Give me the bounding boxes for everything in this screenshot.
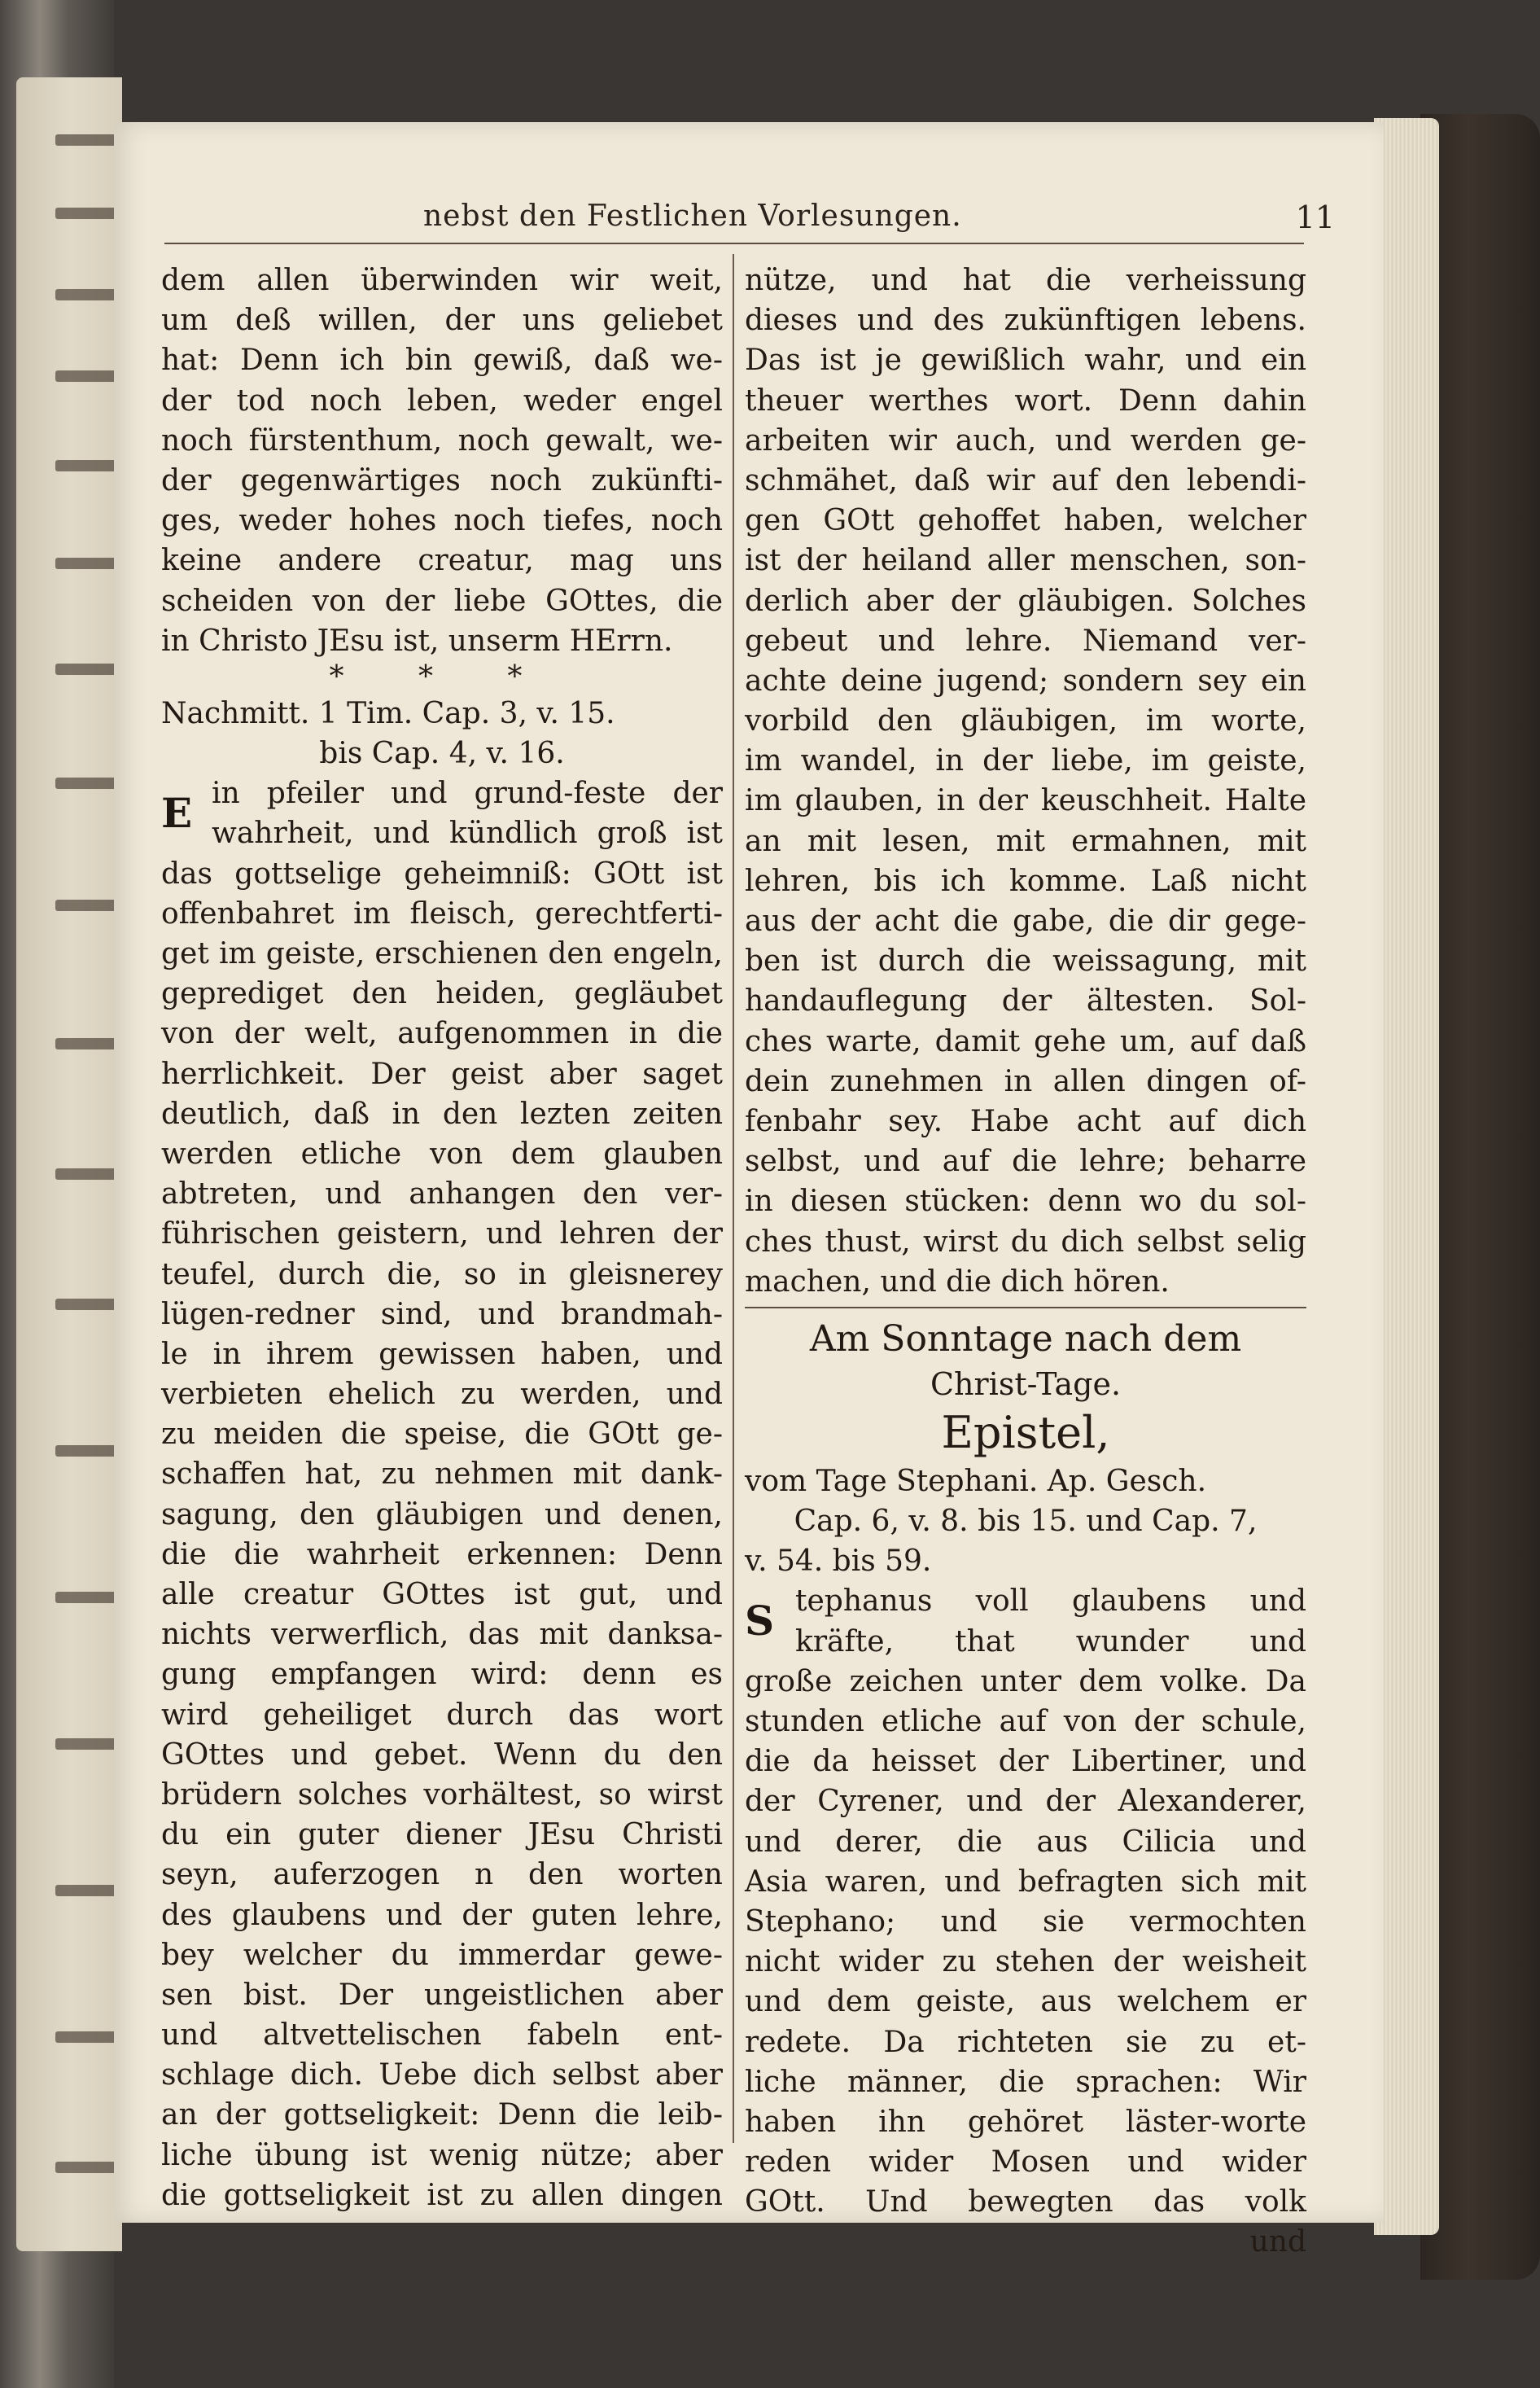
- reading-heading: Nachmitt. 1 Tim. Cap. 3, v. 15.: [161, 696, 615, 730]
- drop-cap: S: [745, 1597, 775, 1645]
- previous-page-text-fragment: [55, 134, 119, 146]
- text-line: in pfeiler und grund-feste der: [212, 777, 723, 811]
- text-line: gebeut und lehre. Niemand ver-: [745, 624, 1306, 658]
- text-line: das gottselige geheimniß: GOtt ist: [161, 857, 723, 891]
- text-line: herrlichkeit. Der geist aber saget: [161, 1057, 723, 1091]
- text-line: seyn, auferzogen n den worten: [161, 1858, 723, 1892]
- page-block-edges: [1374, 118, 1439, 2235]
- epistel-reference-2: Cap. 6, v. 8. bis 15. und Cap. 7,: [794, 1505, 1258, 1539]
- previous-page-text-fragment: [55, 1592, 119, 1603]
- text-line: lehren, bis ich komme. Laß nicht: [745, 864, 1306, 898]
- text-line: und altvettelischen fabeln ent-: [161, 2018, 723, 2053]
- text-line: get im geiste, erschienen den engeln,: [161, 937, 723, 971]
- text-line: redete. Da richteten sie zu et-: [745, 2025, 1306, 2059]
- epistel-reference-1: vom Tage Stephani. Ap. Gesch.: [745, 1464, 1207, 1498]
- text-line: dem allen überwinden wir weit,: [161, 264, 723, 297]
- running-title: nebst den Festlichen Vorlesungen.: [423, 199, 962, 233]
- text-line: verbieten ehelich zu werden, und: [161, 1378, 723, 1412]
- text-line: schaffen hat, zu nehmen mit dank-: [161, 1457, 723, 1492]
- text-line: Asia waren, und befragten sich mit: [745, 1864, 1306, 1899]
- text-line: GOtt. Und bewegten das volk: [745, 2185, 1306, 2219]
- text-line: der Cyrener, und der Alexanderer,: [745, 1785, 1306, 1819]
- text-line: deutlich, daß in den lezten zeiten: [161, 1097, 723, 1131]
- section-rule: [745, 1307, 1306, 1308]
- text-line: noch fürstenthum, noch gewalt, we-: [161, 423, 723, 458]
- text-line: offenbahret im fleisch, gerechtferti-: [161, 896, 723, 931]
- text-line: in diesen stücken: denn wo du sol-: [745, 1185, 1306, 1219]
- text-line: tephanus voll glaubens und: [795, 1584, 1306, 1619]
- epistel-reference-3: v. 54. bis 59.: [745, 1545, 932, 1579]
- text-line: die gottseligkeit ist zu allen dingen: [161, 2178, 723, 2212]
- previous-page-text-fragment: [55, 460, 119, 471]
- text-line: stunden etliche auf von der schule,: [745, 1705, 1306, 1738]
- text-line: Stephano; und sie vermochten: [745, 1904, 1306, 1939]
- previous-page-text-fragment: [55, 2031, 119, 2043]
- previous-page-text-fragment: [55, 289, 119, 300]
- section-title: Am Sonntage nach dem: [809, 1317, 1242, 1360]
- text-line: nicht wider zu stehen der weisheit: [745, 1945, 1306, 1979]
- text-line: le in ihrem gewissen haben, und: [161, 1337, 723, 1371]
- text-line: schlage dich. Uebe dich selbst aber: [161, 2058, 723, 2092]
- text-line: liche übung ist wenig nütze; aber: [161, 2138, 723, 2172]
- text-line: theuer werthes wort. Denn dahin: [745, 383, 1306, 418]
- text-line: wahrheit, und kündlich groß ist: [212, 817, 723, 851]
- text-line: die die wahrheit erkennen: Denn: [161, 1537, 723, 1571]
- text-line: vorbild den gläubigen, im worte,: [745, 704, 1306, 738]
- text-line: ches thust, wirst du dich selbst selig: [745, 1225, 1306, 1259]
- text-line: teufel, durch die, so in gleisnerey: [161, 1257, 723, 1291]
- text-line: dieses und des zukünftigen lebens.: [745, 304, 1306, 338]
- text-line: um deß willen, der uns geliebet: [161, 304, 723, 338]
- drop-cap-lines: [745, 1581, 1306, 1661]
- catchword: und: [1249, 2225, 1306, 2259]
- text-line: der tod noch leben, weder engel: [161, 383, 723, 418]
- text-line: keine andere creatur, mag uns: [161, 544, 723, 578]
- text-line: dein zunehmen in allen dingen of-: [745, 1064, 1306, 1098]
- text-line: handauflegung der ältesten. Sol-: [745, 984, 1306, 1019]
- text-line: achte deine jugend; sondern sey ein: [745, 664, 1306, 698]
- previous-page-text-fragment: [55, 208, 119, 219]
- previous-page-text-fragment: [55, 370, 119, 382]
- previous-page-text-fragment: [55, 2162, 119, 2173]
- text-line: lügen-redner sind, und brandmah-: [161, 1297, 723, 1331]
- text-line: bey welcher du immerdar gewe-: [161, 1938, 723, 1972]
- right-text-block-a: [745, 261, 1306, 1302]
- reading-range: bis Cap. 4, v. 16.: [319, 737, 565, 771]
- previous-page-edge: [16, 77, 122, 2251]
- previous-page-text-fragment: [55, 900, 119, 911]
- text-line: selbst, und auf die lehre; beharre: [745, 1145, 1306, 1179]
- right-text-block-b: [745, 1662, 1306, 2223]
- text-line: reden wider Mosen und wider: [745, 2145, 1306, 2180]
- text-line: abtreten, und anhangen den ver-: [161, 1177, 723, 1212]
- previous-page-text-fragment: [55, 558, 119, 569]
- left-text-block-a: [161, 261, 723, 661]
- text-line: im wandel, in der liebe, im geiste,: [745, 744, 1306, 778]
- left-text-block-b: [161, 854, 723, 2215]
- previous-page-text-fragment: [55, 1445, 119, 1457]
- text-line: GOttes und gebet. Wenn du den: [161, 1737, 723, 1772]
- text-line: werden etliche von dem glauben: [161, 1137, 723, 1171]
- text-line: machen, und die dich hören.: [745, 1264, 1170, 1299]
- text-line: zu meiden die speise, die GOtt ge-: [161, 1417, 723, 1452]
- previous-page-text-fragment: [55, 664, 119, 675]
- drop-cap-lines: [161, 773, 723, 853]
- previous-page-text-fragment: [55, 1299, 119, 1310]
- text-line: ist der heiland aller menschen, son-: [745, 544, 1306, 578]
- previous-page-text-fragment: [55, 1168, 119, 1180]
- previous-page-text-fragment: [55, 1885, 119, 1896]
- text-line: sagung, den gläubigen und denen,: [161, 1497, 723, 1531]
- text-line: haben ihn gehöret läster-worte: [745, 2105, 1306, 2139]
- text-line: schmähet, daß wir auf den lebendi-: [745, 463, 1306, 497]
- text-line: die da heisset der Libertiner, und: [745, 1745, 1306, 1779]
- text-line: fenbahr sey. Habe acht auf dich: [745, 1104, 1306, 1138]
- previous-page-text-fragment: [55, 778, 119, 789]
- header-rule: [164, 243, 1304, 244]
- text-line: scheiden von der liebe GOttes, die: [161, 584, 723, 618]
- text-line: hat: Denn ich bin gewiß, daß we-: [161, 344, 723, 378]
- text-line: an mit lesen, mit ermahnen, mit: [745, 824, 1306, 858]
- text-line: liche männer, die sprachen: Wir: [745, 2065, 1306, 2099]
- text-line: an der gottseligkeit: Denn die leib-: [161, 2098, 723, 2132]
- previous-page-text-fragment: [55, 1738, 119, 1750]
- text-line: ges, weder hohes noch tiefes, noch: [161, 504, 723, 538]
- text-line: im glauben, in der keuschheit. Halte: [745, 784, 1306, 818]
- text-line: in Christo JEsu ist, unserm HErrn.: [161, 624, 673, 658]
- text-line: große zeichen unter dem volke. Da: [745, 1664, 1306, 1698]
- epistel-heading: Epistel,: [941, 1406, 1110, 1458]
- text-line: der gegenwärtiges noch zukünfti-: [161, 463, 723, 497]
- section-subtitle: Christ-Tage.: [930, 1365, 1122, 1402]
- text-line: Das ist je gewißlich wahr, und ein: [745, 344, 1306, 378]
- initial-paragraph: [161, 773, 723, 853]
- text-line: geprediget den heiden, gegläubet: [161, 977, 723, 1011]
- left-column: [161, 261, 723, 2215]
- section-stars: * * *: [329, 659, 555, 694]
- text-line: alle creatur GOttes ist gut, und: [161, 1578, 723, 1611]
- previous-page-text-fragment: [55, 1038, 119, 1049]
- text-line: arbeiten wir auch, und werden ge-: [745, 423, 1306, 458]
- text-line: ben ist durch die weissagung, mit: [745, 944, 1306, 979]
- text-line: du ein guter diener JEsu Christi: [161, 1818, 723, 1852]
- text-line: ches warte, damit gehe um, auf daß: [745, 1024, 1306, 1058]
- column-divider: [733, 254, 734, 2143]
- text-line: und derer, die aus Cilicia und: [745, 1825, 1306, 1859]
- book-page: [114, 122, 1384, 2259]
- right-column: [745, 261, 1306, 2263]
- text-line: gen GOtt gehoffet haben, welcher: [745, 504, 1306, 538]
- initial-paragraph: [745, 1581, 1306, 1661]
- text-line: gung empfangen wird: denn es: [161, 1658, 723, 1692]
- text-line: derlich aber der gläubigen. Solches: [745, 584, 1306, 618]
- text-line: aus der acht die gabe, die dir gege-: [745, 905, 1306, 938]
- text-line: brüdern solches vorhältest, so wirst: [161, 1777, 723, 1812]
- text-line: nichts verwerflich, das mit danksa-: [161, 1618, 723, 1652]
- text-line: nütze, und hat die verheissung: [745, 264, 1306, 297]
- text-line: kräfte, that wunder und: [795, 1624, 1306, 1658]
- page-header: [114, 199, 1384, 256]
- text-line: des glaubens und der guten lehre,: [161, 1898, 723, 1932]
- text-line: wird geheiliget durch das wort: [161, 1698, 723, 1732]
- text-line: und dem geiste, aus welchem er: [745, 1985, 1306, 2019]
- text-line: führischen geistern, und lehren der: [161, 1217, 723, 1251]
- page-number: 11: [1295, 199, 1335, 235]
- drop-cap: E: [161, 789, 193, 838]
- text-line: sen bist. Der ungeistlichen aber: [161, 1978, 723, 2012]
- text-line: von der welt, aufgenommen in die: [161, 1017, 723, 1051]
